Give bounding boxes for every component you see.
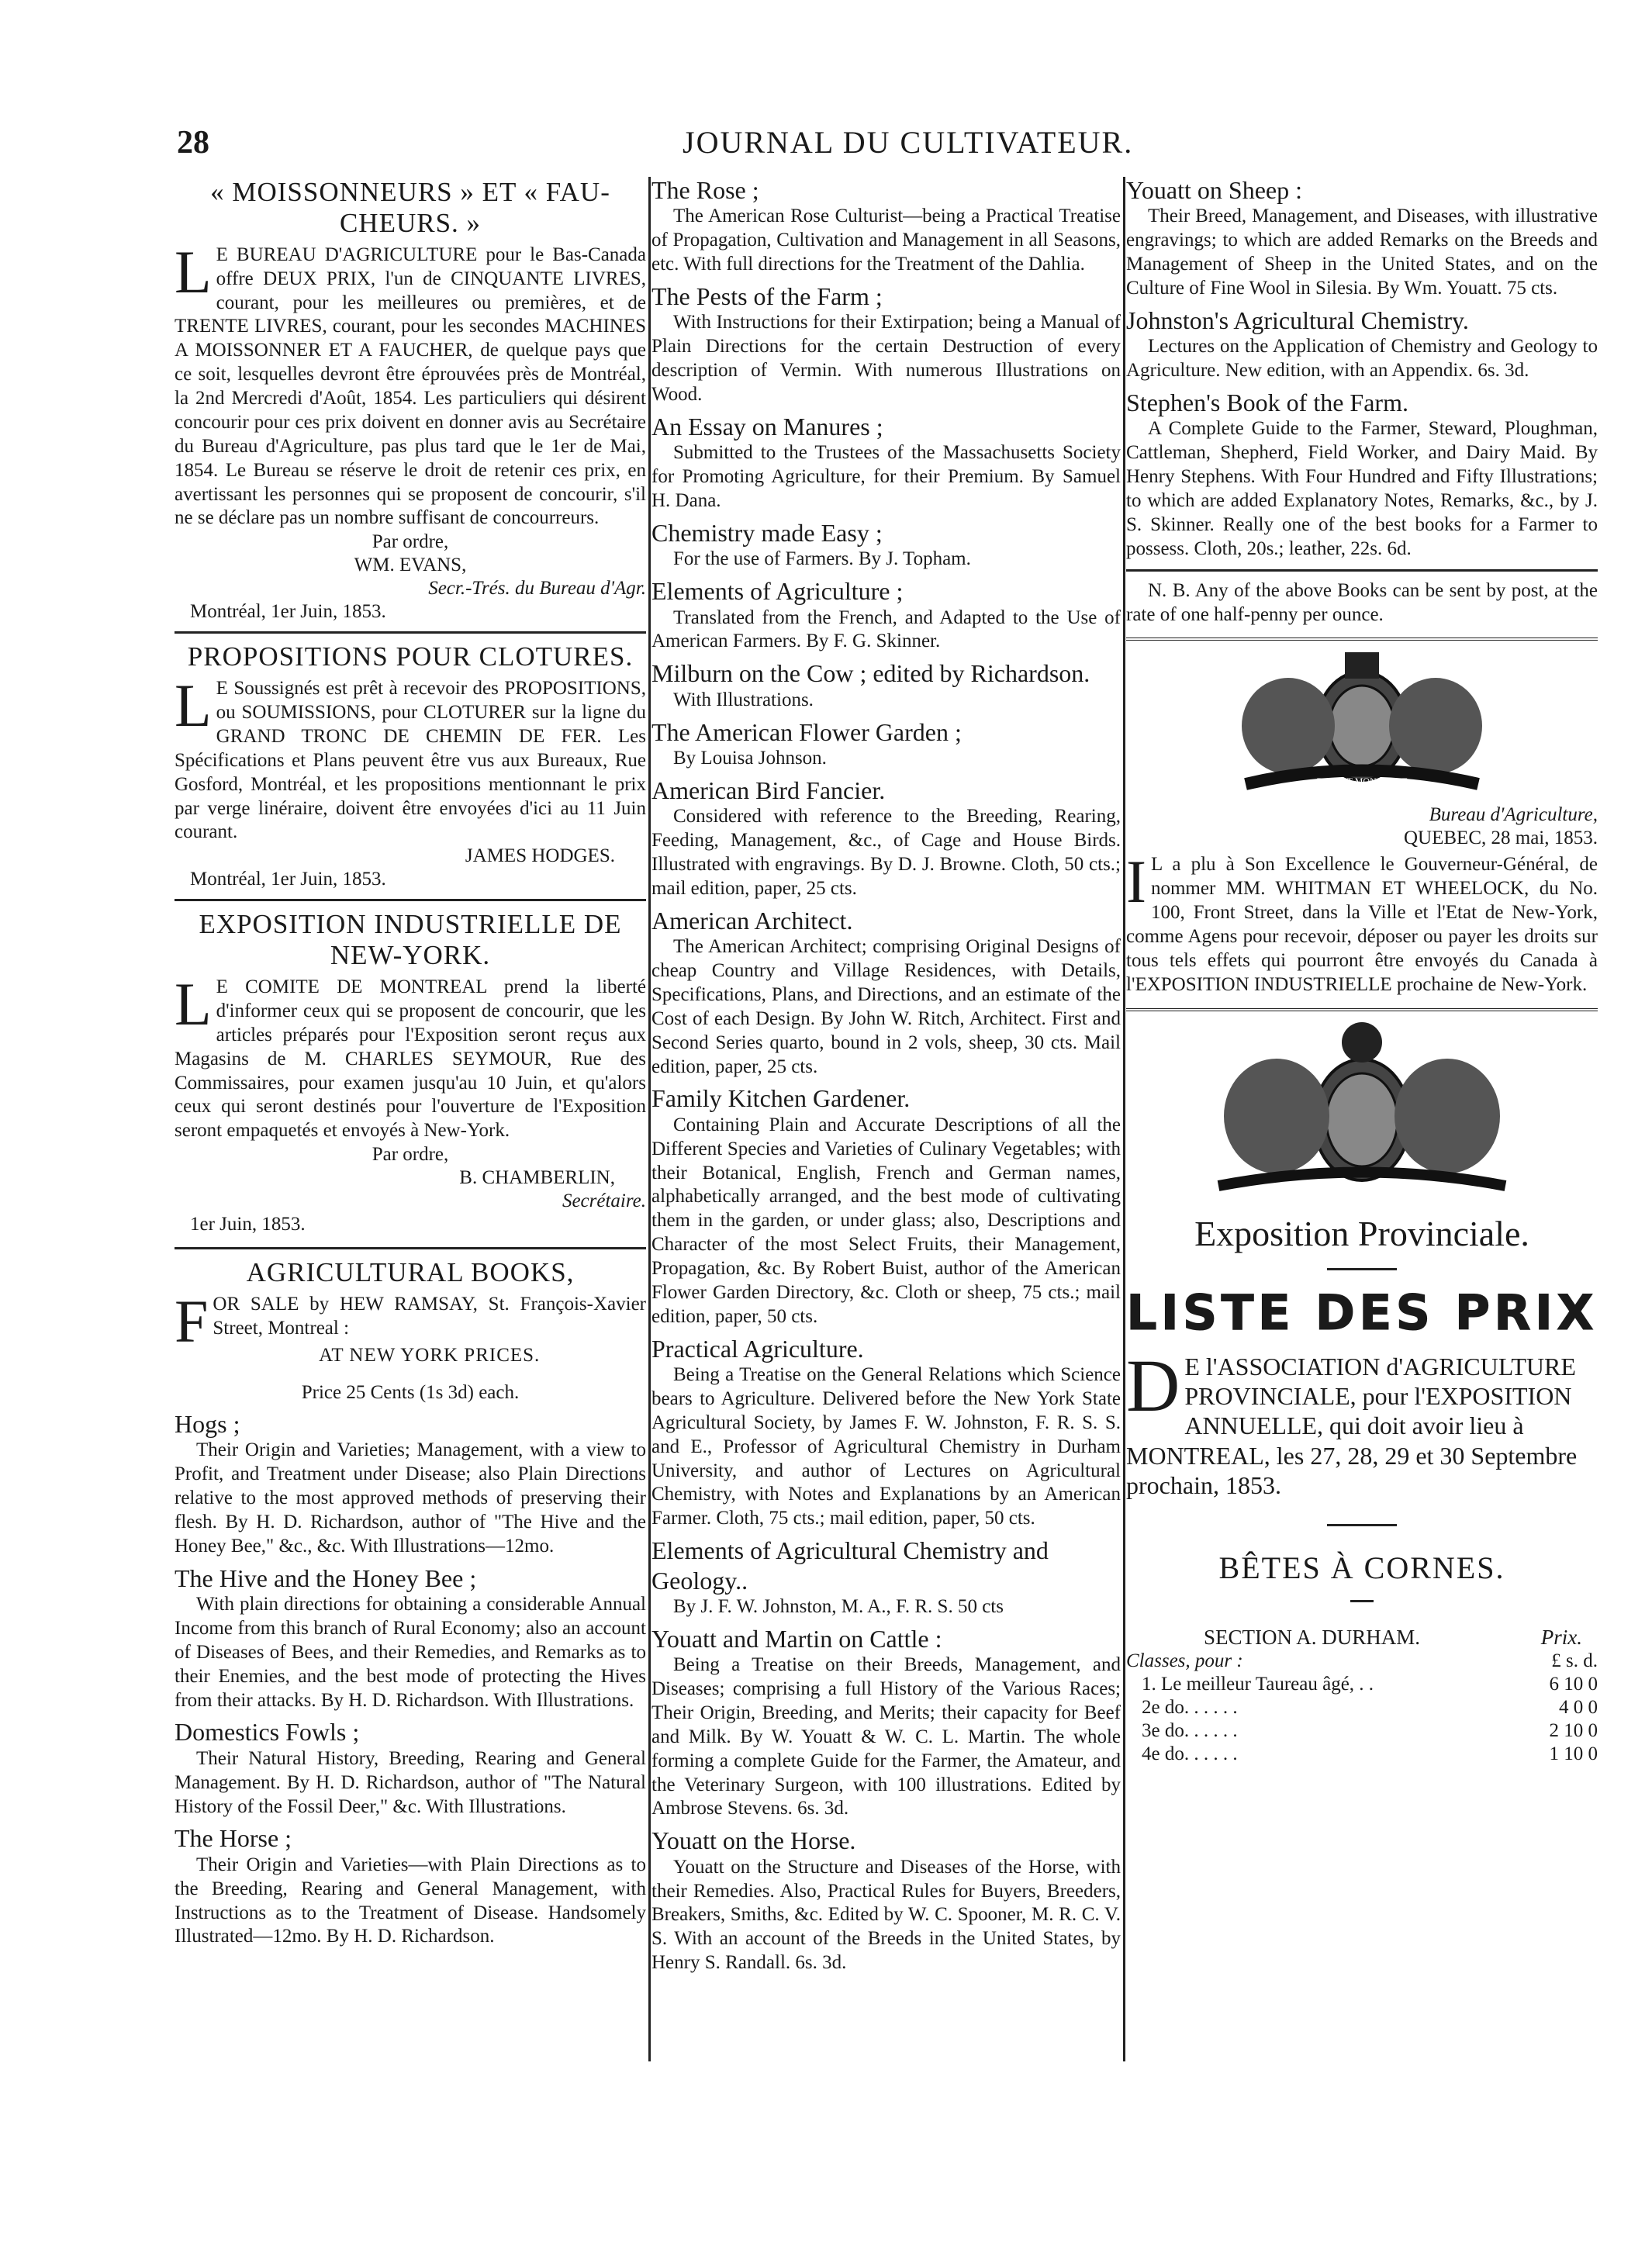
book-description: Youatt on the Structure and Diseases of the Horse, with their Remedies. Also, Practical Rules for Buyers, Breeders, Breakers, Smiths, &c. Edited by W. C. Spooner, M. R. C. V. S. With an account of the Breeds in the United States, by Henry S. Randall. 6s. 3d. — [651, 1856, 1121, 1974]
book-listing — [651, 576, 1121, 654]
book-title: Elements of Agricultural Chemistry and Geology.. — [651, 1536, 1049, 1595]
book-description: With Instructions for their Extirpation; being a Manual of Plain Directions for the certain Destruction of every description of Vermin. With numerous Illustrations on Wood. — [651, 312, 1121, 406]
book-list — [1126, 175, 1598, 562]
book-listing — [1126, 388, 1598, 562]
par-ordre: Par ordre, — [372, 1144, 449, 1166]
book-listing — [651, 282, 1121, 407]
prize-row — [1126, 1743, 1598, 1766]
books-title: AGRICULTURAL BOOKS, — [246, 1257, 575, 1288]
book-title: The Horse ; — [175, 1824, 292, 1853]
books-body: OR SALE by HEW RAMSAY, St. François-Xavier Street, Montreal : — [213, 1294, 646, 1339]
clotures-title: PROPOSITIONS POUR CLOTURES. — [187, 641, 634, 672]
book-listing — [175, 1409, 646, 1559]
book-description: Submitted to the Trustees of the Massachusetts Society for Promoting Agriculture, for their Premium. By Samuel H. Dana. — [651, 442, 1121, 512]
book-title: The American Flower Garden ; — [651, 717, 962, 746]
prize-class: 3e do. . . . . . — [1142, 1719, 1238, 1741]
prize-table-header — [1126, 1650, 1598, 1673]
book-description: Their Origin and Varieties; Management, with a view to Profit, and Treatment under Disease; also Plain Directions relative to the most approved methods of preserving their flesh. By H. D. Richardson, author of "The Hive and the Honey Bee," &c., &c. With Illustrations—12mo. — [175, 1439, 646, 1557]
book-description: Being a Treatise on the General Relations which Science bears to Agriculture. Delivered before the New York State Agricultural Society, by James F. W. Johnston, F. R. S. S. and E., Professor of Agricultural Chemistry in Durham University, and author of Lectures on Agricultural Chemistry, with Notes and Explanations by an American Farmer. Cloth, 75 cts.; mail edition, paper, 50 cts. — [651, 1364, 1121, 1529]
book-description: By Louisa Johnson. — [673, 747, 827, 769]
book-description: Being a Treatise on their Breeds, Management, and Diseases; comprising a full History of the Various Races; Their Origin, Breeding, and Merits; their capacity for Beef and Milk. By W. Youatt & W. C. L. Martin. The whole forming a complete Guide for the Farmer, the Amateur, and the Veterinary Surgeon, with 100 illustrations. Edited by Ambrose Stevens. 6s. 3d. — [651, 1654, 1121, 1819]
clotures-notice — [175, 641, 646, 891]
book-description: Containing Plain and Accurate Descriptions of all the Different Species and Varieties of Culinary Vegetables; with their Botanical, English, French and German names, alphabetically arranged, and the best mode of cultivating them in the garden, or under glass; also, Descriptions and Character of the most Select Fruits, their Management, Propagation, &c. By Robert Buist, author of the American Flower Garden Directory, &c. Cloth or sheep, 75 cts.; mail edition, paper, 50 cts. — [651, 1114, 1121, 1327]
divider — [175, 631, 646, 634]
book-listing — [651, 658, 1121, 712]
prize-table — [1126, 1673, 1598, 1766]
book-description: Considered with reference to the Breeding, Rearing, Feeding, Management, &c., of Cage and House Birds. Illustrated with engravings. By D. J. Browne. Cloth, 50 cts.; mail edition, paper, 25 cts. — [651, 806, 1121, 899]
prize-row — [1126, 1696, 1598, 1719]
dropcap: I — [1126, 848, 1146, 916]
book-listing — [175, 1717, 646, 1819]
book-listing — [175, 1823, 646, 1949]
dropcap: L — [175, 237, 212, 306]
place-date: Montréal, 1er Juin, 1853. — [190, 601, 386, 623]
book-description: Translated from the French, and Adapted to the Use of American Farmers. By F. G. Skinner. — [651, 606, 1121, 652]
book-title: American Architect. — [651, 906, 853, 935]
book-description: By J. F. W. Johnston, M. A., F. R. S. 50 cts — [673, 1595, 1004, 1617]
book-listing — [651, 1624, 1121, 1822]
short-rule — [1327, 1524, 1397, 1526]
prize-amount: 1 10 0 — [1549, 1743, 1598, 1764]
place-date: Montréal, 1er Juin, 1853. — [190, 869, 386, 890]
book-title: Family Kitchen Gardener. — [651, 1084, 911, 1113]
moissonneurs-body: E BUREAU D'AGRICULTURE pour le Bas-Canada offre DEUX PRIX, l'un de CINQUANTE LIVRES, courant, pour les meilleures ou premières, et de TRENTE LIVRES, courant, pour les secondes MACHINES A MOISSONNER ET A FAUCHER, de quelque pays que ce soit, lesquelles devront être éprouvées près de Montréal, la 2nd Mercredi d'Août, 1854. Les particuliers qui désirent concourir pour ces prix doivent en donner avis au Secrétaire du Bureau d'Agriculture, pas plus tard que le 1er de Mai, 1854. Le Bureau se réserve le droit de retenir ces prix, en avertissant les personnes qui se proposent de concourir, s'il ne se déclare pas un nombre suffisant de concourreurs. — [175, 244, 646, 529]
agents-notice-body: L a plu à Son Excellence le Gouverneur-Général, de nommer MM. WHITMAN ET WHEELOCK, du No. 100, Front Street, dans la Ville et l'Etat de New-York, comme Agens pour recevoir, déposer ou payer les droits sur tous tels effets qui pourront être envoyés du Canada à l'EXPOSITION INDUSTRIELLE prochaine de New-York. — [1126, 854, 1598, 995]
section-header — [1126, 1626, 1598, 1650]
book-listing — [1126, 175, 1598, 301]
book-listing — [175, 1564, 646, 1713]
par-ordre: Par ordre, — [372, 531, 449, 553]
bureau-date: QUEBEC, 28 mai, 1853. — [1404, 828, 1598, 849]
signer-title: Secr.-Trés. du Bureau d'Agr. — [428, 578, 646, 600]
prize-class: 1. Le meilleur Taureau âgé, . . — [1142, 1673, 1374, 1695]
divider — [175, 1247, 646, 1249]
exposition-provinciale-title: Exposition Provinciale. — [1194, 1213, 1529, 1253]
dropcap: D — [1126, 1343, 1180, 1427]
book-title: Milburn on the Cow ; edited by Richardson. — [651, 659, 1090, 688]
book-listing — [651, 1536, 1121, 1619]
divider — [1126, 638, 1598, 641]
dropcap: L — [175, 970, 212, 1038]
book-title: Youatt and Martin on Cattle : — [651, 1624, 942, 1653]
book-title: Elements of Agriculture ; — [651, 577, 904, 606]
prize-row — [1126, 1673, 1598, 1696]
exposition-body-block — [175, 970, 646, 1143]
book-title: Youatt on the Horse. — [651, 1826, 856, 1855]
divider — [1126, 569, 1598, 572]
book-title: Practical Agriculture. — [651, 1334, 864, 1363]
book-listing — [651, 1083, 1121, 1329]
royal-arms-emblem-large — [1195, 1019, 1529, 1205]
clotures-body: E Soussignés est prêt à recevoir des PROPOSITIONS, ou SOUMISSIONS, pour CLOTURER sur la ligne du GRAND TRONC DE CHEMIN DE FER. Les Spécifications et Plans peuvent être vus aux Bureaux, Rue Gosford, Montréal, et les propositions mentionnant le prix par verge linéraire, doivent être envoyées d'ici au 11 Juin courant. — [175, 678, 646, 843]
royal-arms-emblem — [1215, 648, 1509, 796]
book-listing — [651, 776, 1121, 901]
book-description: With Illustrations. — [673, 689, 814, 710]
association-notice — [1126, 1343, 1598, 1501]
page-number: 28 — [177, 125, 209, 161]
signer: B. CHAMBERLIN, — [459, 1167, 615, 1189]
prize-amount: 4 0 0 — [1559, 1696, 1598, 1718]
dropcap: F — [175, 1287, 209, 1356]
exposition-body: E COMITE DE MONTREAL prend la liberté d'informer ceux qui se proposent de concourir, que les articles préparés pour l'Exposition seront reçus aux Magasins de M. CHARLES SEYMOUR, Rue des Commissaires, pour examen jusqu'au 10 Juin, et qu'alors ceux qui seront destinés pour l'ouverture de l'Exposition seront empaquetés et envoyés à New-York. — [175, 976, 646, 1142]
book-title: The Rose ; — [651, 176, 759, 204]
book-title: Hogs ; — [175, 1409, 240, 1438]
bureau-place: Bureau d'Agriculture, — [1429, 804, 1598, 826]
short-rule — [1350, 1600, 1374, 1602]
betes-title: BÊTES À CORNES. — [1218, 1550, 1505, 1585]
prize-row — [1126, 1719, 1598, 1743]
book-listing — [651, 1334, 1121, 1532]
book-listing — [651, 518, 1121, 572]
book-title: The Hive and the Honey Bee ; — [175, 1564, 477, 1592]
book-description: Their Breed, Management, and Diseases, with illustrative engravings; to which are added Remarks on the Breeds and Management of Sheep in the United States, and on the Culture of Fine Wool in Silesia. By Wm. Youatt. 75 cts. — [1126, 206, 1598, 299]
emblem-motto: DIEU ET MON DROIT — [1316, 776, 1408, 787]
moissonneurs-body-block — [175, 237, 646, 531]
section-title: SECTION A. DURHAM. — [1204, 1625, 1421, 1649]
book-title: An Essay on Manures ; — [651, 412, 883, 441]
classes-label: Classes, pour : — [1126, 1650, 1243, 1671]
book-description: The American Rose Culturist—being a Practical Treatise of Propagation, Cultivation and Management in all Seasons, etc. With full directions for the Treatment of the Dahlia. — [651, 206, 1121, 275]
date: 1er Juin, 1853. — [190, 1214, 306, 1235]
divider — [175, 899, 646, 901]
book-description: Lectures on the Application of Chemistry and Geology to Agriculture. New edition, with an Appendix. 6s. 3d. — [1126, 336, 1598, 382]
books-ad — [175, 1257, 646, 1405]
prize-amount: 2 10 0 — [1549, 1719, 1598, 1741]
book-listing — [651, 175, 1121, 277]
book-description: The American Architect; comprising Original Designs of cheap Country and Village Residences, with Details, Specifications, Plans, and Directions, and an estimate of the Cost of each Design. By John W. Ritch, Architect. First and Second Series quarto, bound in 2 vols, sheep, 30 cts. Mail edition, paper, 25 cts. — [651, 936, 1121, 1077]
column-2 — [651, 177, 1121, 1975]
column-1 — [175, 177, 646, 1949]
exposition-notice — [175, 909, 646, 1236]
book-title: Domestics Fowls ; — [175, 1718, 360, 1747]
currency-label: £ s. d. — [1551, 1650, 1598, 1671]
column-3 — [1126, 177, 1598, 1766]
prize-amount: 6 10 0 — [1549, 1673, 1598, 1695]
price-each: Price 25 Cents (1s 3d) each. — [301, 1381, 520, 1403]
book-title: Johnston's Agricultural Chemistry. — [1126, 306, 1469, 334]
signer-title: Secrétaire. — [562, 1190, 646, 1212]
prix-label: Prix. — [1540, 1625, 1582, 1649]
book-listing — [651, 412, 1121, 513]
book-listing — [651, 1826, 1121, 1975]
signer: JAMES HODGES. — [465, 845, 615, 867]
moissonneurs-notice — [175, 177, 646, 624]
running-head: JOURNAL DU CULTIVATEUR. — [683, 125, 1134, 160]
book-list — [651, 175, 1121, 1975]
prize-class: 2e do. . . . . . — [1142, 1696, 1238, 1718]
book-listing — [651, 906, 1121, 1080]
moissonneurs-title: « MOISSONNEURS » ET « FAU-CHEURS. » — [210, 177, 610, 238]
association-body: E l'ASSOCIATION d'AGRICULTURE PROVINCIALE, pour l'EXPOSITION ANNUELLE, qui doit avoir lieu à MONTREAL, les 27, 28, 29 et 30 Septembre prochain, 1853. — [1126, 1352, 1578, 1500]
book-description: With plain directions for obtaining a considerable Annual Income from this branch of Rural Economy; also an account of Diseases of Bees, and their Remedies, and Remarks as to their Enemies, and the best mode of protecting the Hives from their attacks. By H. D. Richardson. With Illustrations. — [175, 1594, 646, 1711]
book-description: A Complete Guide to the Farmer, Steward, Ploughman, Cattleman, Shepherd, Field Worker, and Dairy Maid. By Henry Stephens. With Four Hundred and Fifty Illustrations; to which are added Explanatory Notes, Remarks, &c., by J. S. Skinner. Really one of the best books for a Farmer to possess. Cloth, 20s.; leather, 22s. 6d. — [1126, 418, 1598, 559]
clotures-body-block — [175, 672, 646, 845]
prize-class: 4e do. . . . . . — [1142, 1743, 1238, 1764]
book-title: American Bird Fancier. — [651, 776, 886, 804]
divider — [1126, 1008, 1598, 1011]
prices-line: AT NEW YORK PRICES. — [319, 1344, 541, 1366]
book-description: Their Natural History, Breeding, Rearing and General Management. By H. D. Richardson, author of "The Natural History of the Fossil Deer," &c. With Illustrations. — [175, 1747, 646, 1817]
book-listing — [651, 717, 1121, 771]
agents-notice — [1126, 848, 1598, 997]
dropcap: L — [175, 672, 212, 740]
signer: WM. EVANS, — [354, 555, 467, 576]
book-title: The Pests of the Farm ; — [651, 282, 883, 311]
book-listing — [1126, 306, 1598, 383]
book-title: Stephen's Book of the Farm. — [1126, 389, 1408, 417]
book-title: Youatt on Sheep : — [1126, 176, 1302, 204]
book-description: Their Origin and Varieties—with Plain Directions as to the Breeding, Rearing and General Management, with Instructions as to the Treatment of Disease. Handsomely Illustrated—12mo. By H. D. Richardson. — [175, 1854, 646, 1947]
book-list — [175, 1409, 646, 1949]
column-rule-right — [1123, 177, 1125, 2061]
exposition-title: EXPOSITION INDUSTRIELLE DE NEW-YORK. — [199, 909, 622, 971]
liste-des-prix-title: LISTE DES PRIX — [1126, 1284, 1598, 1341]
column-rule-left — [648, 177, 651, 2061]
short-rule — [1327, 1268, 1397, 1270]
book-description: For the use of Farmers. By J. Topham. — [673, 548, 971, 570]
book-title: Chemistry made Easy ; — [651, 518, 883, 547]
nb-note: N. B. Any of the above Books can be sent by post, at the rate of one half-penny per ounce. — [1126, 579, 1598, 625]
